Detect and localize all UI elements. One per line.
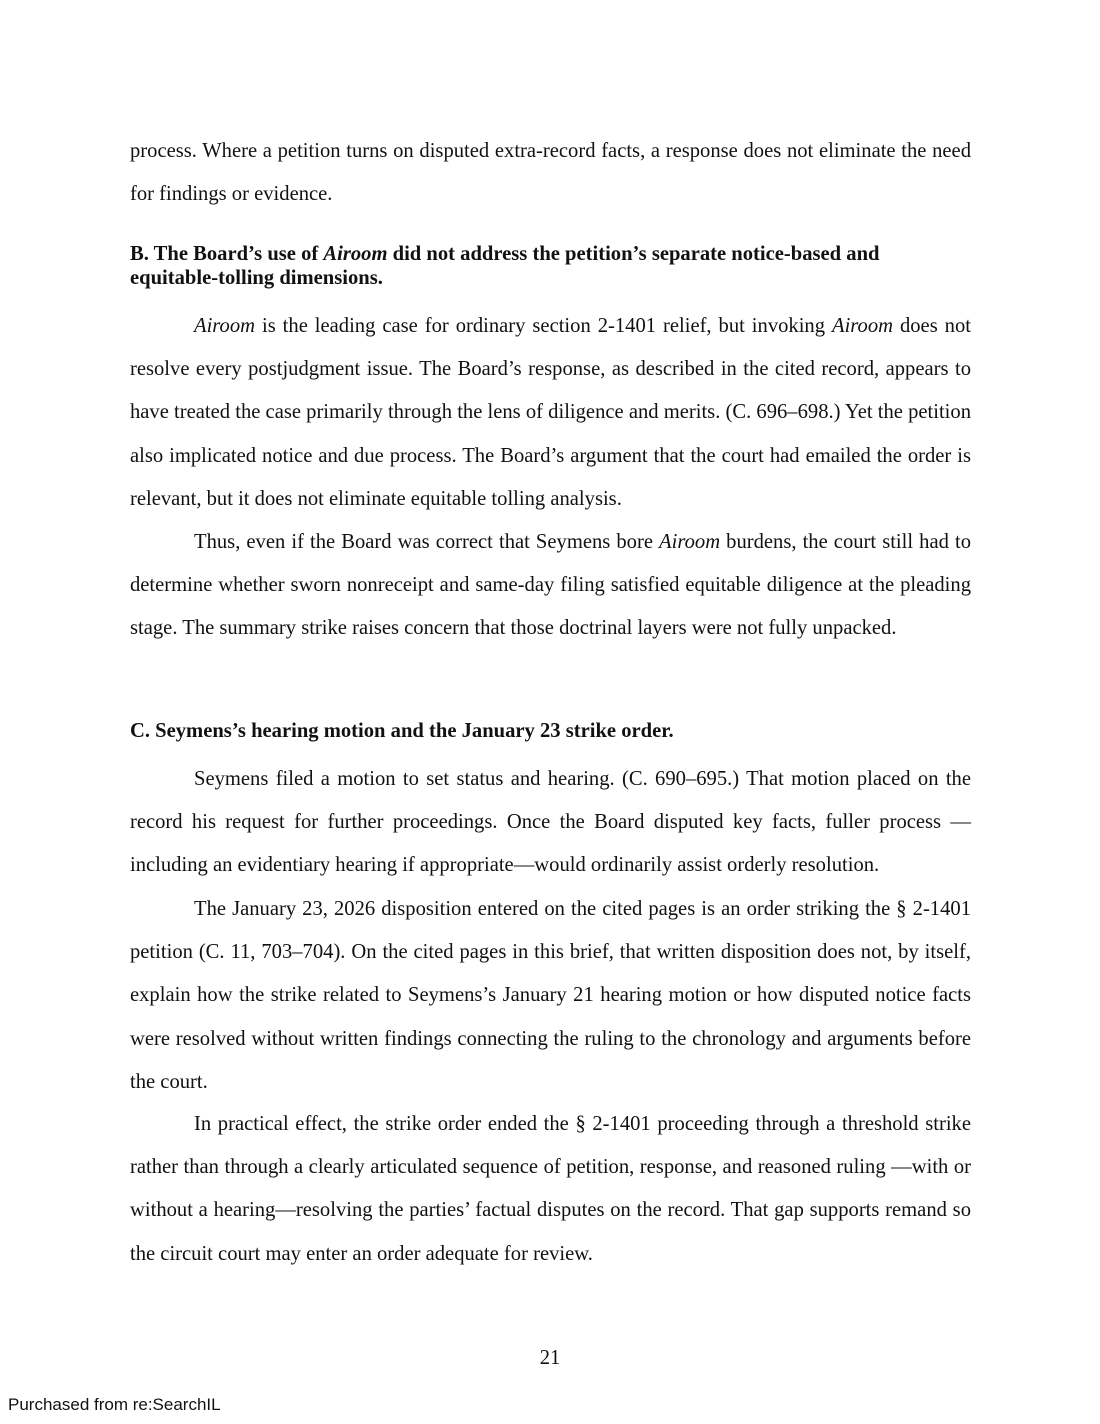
paragraph-hearing-motion: Seymens filed a motion to set status and hearing. (C. 690–695.) That motion placed on the record his request for further proceedings. Once the Board disputed key facts, fuller process —including an evidentiary hearing if appropriate—would ordinarily assist orderly resolution. xyxy=(130,768,971,877)
paragraph-text: is the leading case for ordinary section 2-1401 relief, but invoking xyxy=(255,315,832,337)
page-number: 21 xyxy=(539,1347,561,1369)
paragraph-continued: process. Where a petition turns on disputed extra-record facts, a response does not eliminate the need for findings or evidence. xyxy=(130,140,971,206)
paragraph-text: Thus, even if the Board was correct that Seymens bore xyxy=(194,531,660,553)
case-name-airoom: Airoom xyxy=(194,315,256,337)
paragraph-practical-effect: In practical effect, the strike order ended the § 2-1401 proceeding through a threshold strike rather than through a clearly articulated sequence of petition, response, and reasoned ruling —with or without a hearing—resolving the parties’ factual disputes on the record. That gap supports remand so the circuit court may enter an order adequate for review. xyxy=(130,1113,971,1265)
heading-b-suffix: did not address the petition’s separate notice-based and equitable-tolling dimensions. xyxy=(130,243,880,289)
case-name-airoom: Airoom xyxy=(831,315,894,337)
paragraph-text: burdens, the court still had to determine whether sworn nonreceipt and same-day filing satisfied equitable diligence at the pleading stage. The summary strike raises concern that those doctrinal layers were not fully unpacked. xyxy=(130,531,971,640)
case-name-airoom: Airoom xyxy=(659,531,721,553)
paragraph-text: does not resolve every postjudgment issue. The Board’s response, as described in the cited record, appears to have treated the case primarily through the lens of diligence and merits. (C. 696–698.) Yet the petition also implicated notice and due process. The Board’s argument that the court had emailed the order is relevant, but it does not eliminate equitable tolling analysis. xyxy=(130,315,971,510)
paragraph-equitable-diligence xyxy=(130,521,971,651)
heading-b-case-name: Airoom xyxy=(323,243,388,265)
heading-b-prefix: B. The Board’s use of xyxy=(130,243,324,265)
section-heading-b xyxy=(130,242,971,290)
paragraph-airoom-analysis xyxy=(130,305,971,521)
section-heading-c: C. Seymens’s hearing motion and the January 23 strike order. xyxy=(130,720,674,742)
purchase-watermark: Purchased from re:SearchIL xyxy=(8,1395,221,1414)
paragraph-strike-order: The January 23, 2026 disposition entered on the cited pages is an order striking the § 2-1401 petition (C. 11, 703–704). On the cited pages in this brief, that written disposition does not, by itself, explain how the strike related to Seymens’s January 21 hearing motion or how disputed notice facts were resolved without written findings connecting the ruling to the chronology and arguments before the court. xyxy=(130,898,971,1093)
